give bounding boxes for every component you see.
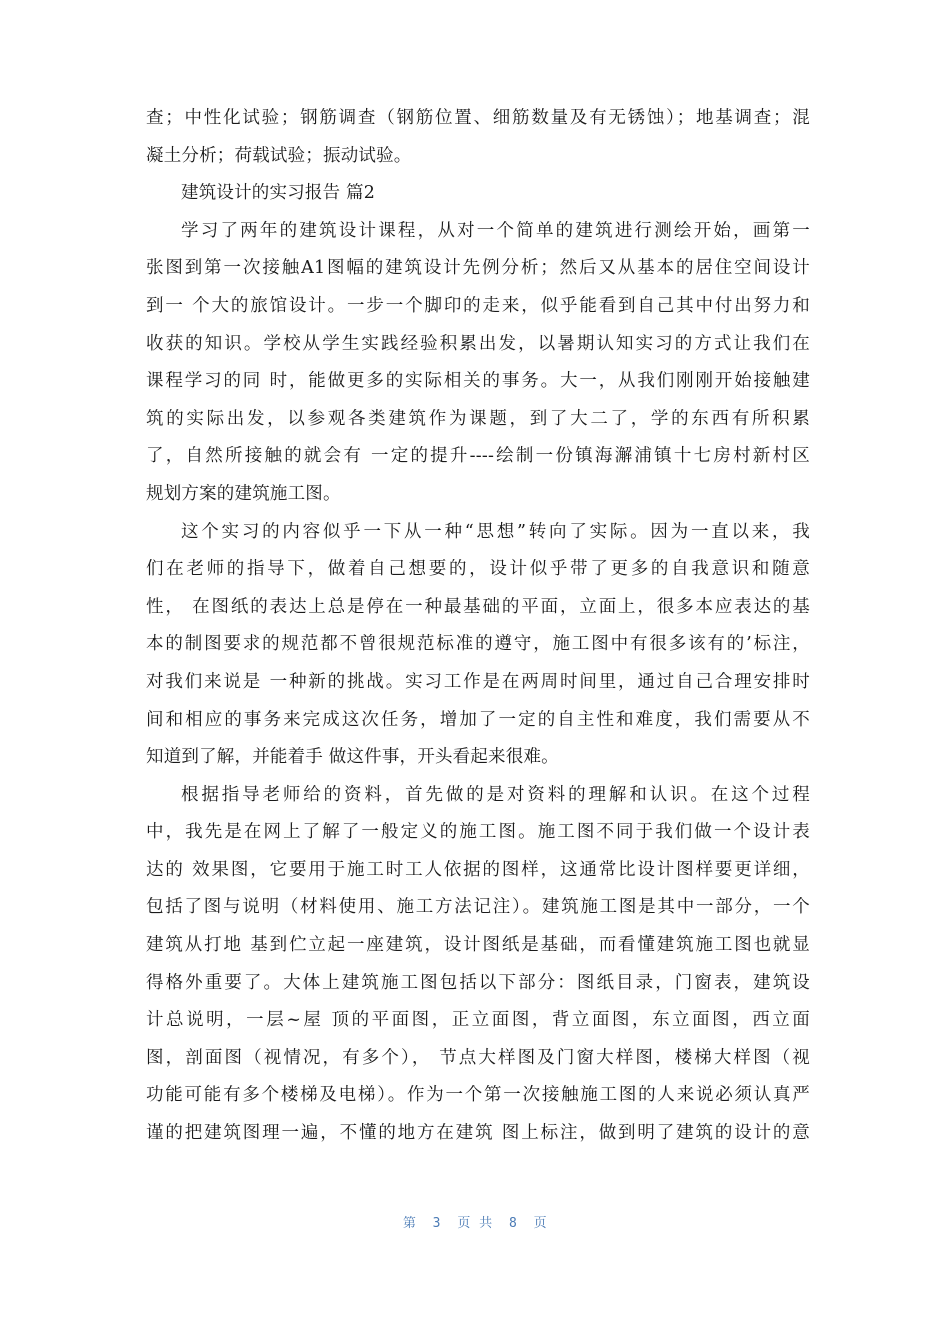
footer-current-page: 3 — [432, 1216, 441, 1231]
text-line: 收获的知识。学校从学生实践经验积累出发，以暑期认知实习的方式让我们在 — [146, 333, 810, 354]
text-line: 这个实习的内容似乎一下从一种“思想”转向了实际。因为一直以来，我 — [181, 521, 810, 542]
text-line: 们在老师的指导下，做着自己想要的，设计似乎带了更多的自我意识和随意 — [146, 559, 810, 580]
text-line: 知道到了解，并能着手 做这件事，开头看起来很难。 — [146, 747, 559, 768]
text-line: 得格外重要了。大体上建筑施工图包括以下部分：图纸目录，门窗表，建筑设 — [146, 972, 810, 993]
text-line: 了，自然所接触的就会有 一定的提升----绘制一份镇海澥浦镇十七房村新村区 — [146, 446, 810, 467]
text-line: 图，剖面图（视情况，有多个）， 节点大样图及门窗大样图，楼梯大样图（视 — [146, 1047, 810, 1068]
footer-label-end: 页 — [533, 1216, 548, 1231]
text-line: 筑的实际出发，以参观各类建筑作为课题，到了大二了，学的东西有所积累 — [146, 408, 810, 429]
text-line: 对我们来说是 一种新的挑战。实习工作是在两周时间里，通过自己合理安排时 — [146, 671, 810, 692]
text-line: 间和相应的事务来完成这次任务，增加了一定的自主性和难度，我们需要从不 — [146, 709, 810, 730]
text-line: 查；中性化试验；钢筋调查（钢筋位置、细筋数量及有无锈蚀）；地基调查；混 — [146, 108, 810, 128]
footer-total-pages: 8 — [508, 1216, 518, 1231]
text-line: 张图到第一次接触A1图幅的建筑设计先例分析；然后又从基本的居住空间设计 — [146, 258, 810, 279]
text-line: 建筑从打地 基到伫立起一座建筑，设计图纸是基础，而看懂建筑施工图也就显 — [146, 935, 810, 956]
text-line: 包括了图与说明（材料使用、施工方法记注）。建筑施工图是其中一部分，一个 — [146, 897, 810, 918]
text-line: 根据指导老师给的资料，首先做的是对资料的理解和认识。在这个过程 — [181, 784, 810, 805]
footer-label-page: 第 — [402, 1216, 417, 1231]
text-line: 达的 效果图，它要用于施工时工人依据的图样，这通常比设计图样要更详细， — [146, 859, 810, 880]
text-line: 学习了两年的建筑设计课程，从对一个简单的建筑进行测绘开始，画第一 — [181, 220, 810, 241]
text-line: 本的制图要求的规范都不曾很规范标准的遵守，施工图中有很多该有的’标注， — [146, 634, 810, 655]
text-line: 凝土分析；荷载试验；振动试验。 — [146, 145, 412, 166]
page-footer — [0, 1212, 950, 1231]
footer-label-of: 页 共 — [457, 1216, 493, 1231]
text-line: 规划方案的建筑施工图。 — [146, 483, 341, 504]
text-line: 到一 个大的旅馆设计。一步一个脚印的走来，似乎能看到自己其中付出努力和 — [146, 295, 810, 316]
text-line: 谨的把建筑图理一遍，不懂的地方在建筑 图上标注，做到明了建筑的设计的意 — [146, 1123, 810, 1144]
text-line: 计总说明，一层~屋 顶的平面图，正立面图，背立面图，东立面图，西立面 — [146, 1010, 810, 1031]
text-line: 课程学习的同 时，能做更多的实际相关的事务。大一，从我们刚刚开始接触建 — [146, 371, 810, 392]
text-line: 中，我先是在网上了解了一般定义的施工图。施工图不同于我们做一个设计表 — [146, 822, 810, 843]
text-line: 建筑设计的实习报告 篇2 — [181, 183, 376, 204]
text-line: 性， 在图纸的表达上总是停在一种最基础的平面，立面上，很多本应表达的基 — [146, 596, 810, 617]
document-body — [146, 100, 810, 1153]
text-line: 功能可能有多个楼梯及电梯）。作为一个第一次接触施工图的人来说必须认真严 — [146, 1085, 810, 1106]
